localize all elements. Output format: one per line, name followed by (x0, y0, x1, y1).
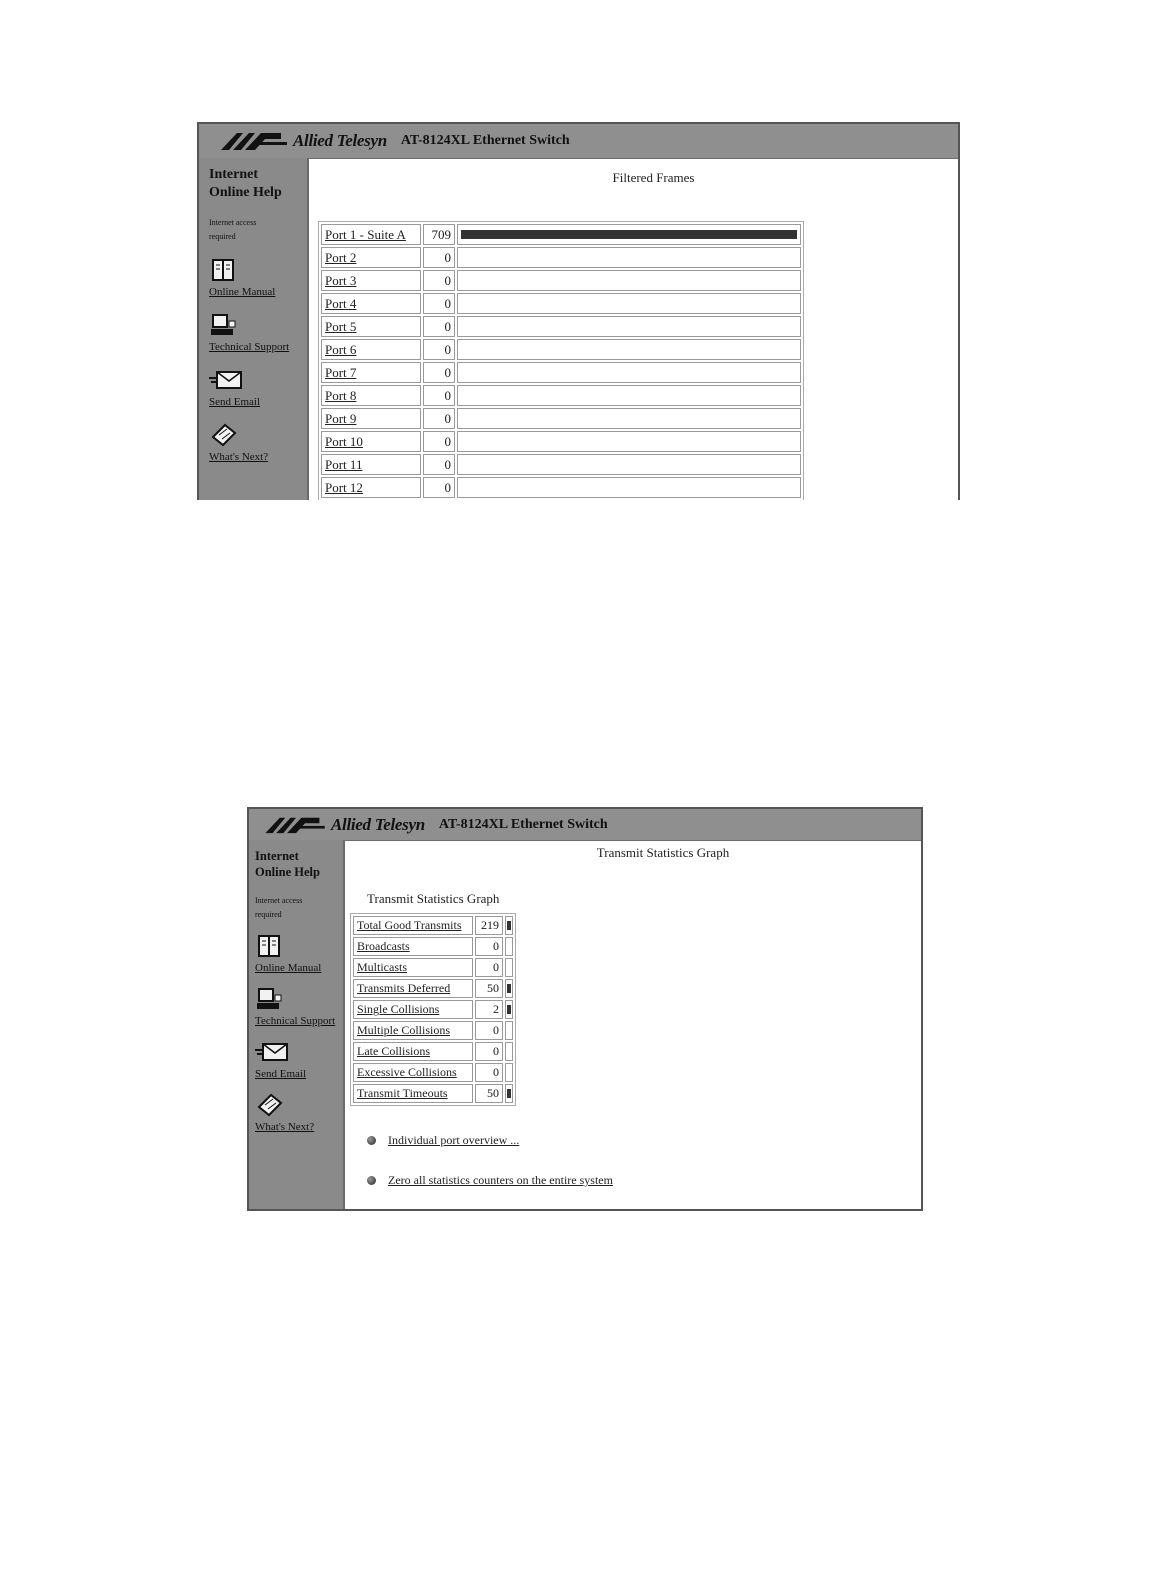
stat-bar (507, 921, 511, 930)
allied-telesyn-logo (265, 814, 608, 836)
sidebar-item-send-email[interactable] (209, 366, 307, 409)
internet-note: Internet access required (255, 896, 303, 919)
table-row (321, 477, 801, 498)
stat-value-cell: 0 (475, 1063, 503, 1082)
bar-cell (457, 247, 801, 268)
stat-value-cell: 0 (475, 1021, 503, 1040)
stat-bar (507, 984, 511, 993)
count-cell: 0 (423, 316, 455, 337)
page-title: Filtered Frames (612, 170, 695, 185)
port-link[interactable]: Port 4 (325, 295, 357, 311)
count-cell: 709 (423, 224, 455, 245)
stat-bar (507, 1068, 511, 1077)
individual-port-overview-link[interactable]: Individual port overview ... (388, 1133, 520, 1147)
stat-name-cell (353, 1021, 473, 1040)
stat-bar (507, 942, 511, 951)
port-cell (321, 293, 421, 314)
product-name: AT-8124XL Ethernet Switch (400, 133, 570, 148)
port-cell (321, 408, 421, 429)
transmit-stats-table (350, 913, 516, 1106)
port-cell (321, 385, 421, 406)
header-banner (249, 809, 921, 841)
allied-telesyn-logo-icon (265, 816, 327, 834)
stat-bar-cell (505, 1000, 513, 1019)
table-row (353, 1021, 513, 1040)
online-manual-link[interactable]: Online Manual (209, 286, 276, 298)
table-row (353, 1000, 513, 1019)
stat-name-cell (353, 979, 473, 998)
stat-link[interactable]: Multiple Collisions (357, 1023, 451, 1037)
stat-bar (507, 1026, 511, 1035)
table-row (353, 937, 513, 956)
help-title-line2: Online Help (255, 865, 320, 879)
stat-link[interactable]: Multicasts (357, 960, 407, 974)
sidebar-item-online-manual[interactable] (255, 932, 343, 975)
stat-link[interactable]: Broadcasts (357, 939, 410, 953)
stat-value-cell: 0 (475, 1042, 503, 1061)
table-row (321, 385, 801, 406)
port-cell (321, 247, 421, 268)
stat-link[interactable]: Transmits Deferred (357, 981, 451, 995)
sidebar-item-technical-support[interactable] (255, 985, 343, 1028)
help-sidebar (199, 158, 309, 500)
count-cell: 0 (423, 431, 455, 452)
sidebar-item-whats-next[interactable] (209, 421, 307, 464)
stat-link[interactable]: Total Good Transmits (357, 918, 462, 932)
port-link[interactable]: Port 10 (325, 433, 363, 449)
zero-counters-item[interactable] (367, 1173, 613, 1188)
sidebar-item-online-manual[interactable] (209, 256, 307, 299)
port-cell (321, 362, 421, 383)
table-row (353, 979, 513, 998)
email-icon (255, 1038, 289, 1066)
bar-cell (457, 316, 801, 337)
port-link[interactable]: Port 2 (325, 249, 357, 265)
count-cell: 0 (423, 408, 455, 429)
table-row (353, 958, 513, 977)
table-row (353, 916, 513, 935)
count-cell: 0 (423, 477, 455, 498)
header-banner (199, 124, 958, 159)
allied-telesyn-logo-icon (221, 131, 289, 151)
count-cell: 0 (423, 362, 455, 383)
table-row (321, 454, 801, 475)
main-content (345, 840, 921, 1209)
whats-next-link[interactable]: What's Next? (255, 1121, 315, 1133)
port-cell (321, 339, 421, 360)
internet-note: Internet access required (209, 218, 257, 241)
stat-value-cell: 0 (475, 958, 503, 977)
stat-bar-cell (505, 979, 513, 998)
table-row (353, 1084, 513, 1103)
brand-name: Allied Telesyn (293, 131, 387, 150)
help-title-line2: Online Help (209, 185, 282, 200)
bar-cell (457, 454, 801, 475)
table-row (321, 316, 801, 337)
port-cell (321, 477, 421, 498)
port-cell (321, 454, 421, 475)
online-manual-link[interactable]: Online Manual (255, 962, 322, 974)
table-row (353, 1063, 513, 1082)
port-link[interactable]: Port 12 (325, 479, 363, 495)
table-row (321, 431, 801, 452)
bar-cell (457, 431, 801, 452)
port-link[interactable]: Port 11 (325, 456, 363, 472)
stat-bar-cell (505, 916, 513, 935)
stat-bar-cell (505, 958, 513, 977)
help-sidebar (249, 840, 345, 1209)
count-cell: 0 (423, 293, 455, 314)
stat-value-cell: 50 (475, 1084, 503, 1103)
table-row (321, 362, 801, 383)
port-link[interactable]: Port 7 (325, 364, 357, 380)
bullet-icon (367, 1136, 376, 1145)
allied-telesyn-logo (221, 130, 570, 152)
port-cell (321, 316, 421, 337)
count-cell: 0 (423, 339, 455, 360)
port-link[interactable]: Port 9 (325, 410, 357, 426)
main-content (309, 158, 958, 500)
send-email-link[interactable]: Send Email (209, 396, 261, 408)
stat-bar-cell (505, 1084, 513, 1103)
stat-value-cell: 2 (475, 1000, 503, 1019)
frame-bar (461, 230, 797, 239)
zero-counters-link[interactable]: Zero all statistics counters on the entire system (388, 1173, 613, 1187)
help-title-line1: Internet (209, 167, 258, 182)
stat-name-cell (353, 1042, 473, 1061)
sidebar-item-technical-support[interactable] (209, 311, 307, 354)
table-row (321, 293, 801, 314)
stat-name-cell (353, 958, 473, 977)
support-icon (209, 311, 239, 339)
port-cell (321, 270, 421, 291)
stat-name-cell (353, 937, 473, 956)
stat-name-cell (353, 1084, 473, 1103)
port-link[interactable]: Port 3 (325, 272, 357, 288)
technical-support-link[interactable]: Technical Support (255, 1015, 336, 1027)
support-icon (255, 985, 285, 1013)
stat-bar (507, 1005, 511, 1014)
count-cell: 0 (423, 247, 455, 268)
bar-cell (457, 477, 801, 498)
product-name: AT-8124XL Ethernet Switch (438, 817, 608, 832)
port-link[interactable]: Port 6 (325, 341, 357, 357)
sidebar-item-send-email[interactable] (255, 1038, 343, 1081)
stat-link[interactable]: Late Collisions (357, 1044, 430, 1058)
count-cell: 0 (423, 270, 455, 291)
bar-cell (457, 293, 801, 314)
stat-bar (507, 1047, 511, 1056)
brand-name: Allied Telesyn (331, 815, 425, 834)
filtered-frames-window (197, 122, 960, 500)
port-cell (321, 431, 421, 452)
stat-bar-cell (505, 1063, 513, 1082)
bar-cell (457, 408, 801, 429)
sidebar-item-whats-next[interactable] (255, 1091, 343, 1134)
page-title: Transmit Statistics Graph (596, 845, 730, 860)
stat-link[interactable]: Transmit Timeouts (357, 1086, 448, 1100)
bar-cell (457, 385, 801, 406)
count-cell: 0 (423, 454, 455, 475)
filtered-frames-table (318, 221, 804, 500)
table-row (353, 1042, 513, 1061)
stat-bar (507, 963, 511, 972)
table-caption: Transmit Statistics Graph (367, 891, 500, 906)
bullet-icon (367, 1176, 376, 1185)
book-icon (255, 932, 283, 960)
port-link[interactable]: Port 1 - Suite A (325, 226, 406, 242)
stat-value-cell: 219 (475, 916, 503, 935)
stat-bar (507, 1089, 511, 1098)
bar-cell (457, 224, 801, 245)
transmit-statistics-window (247, 807, 923, 1211)
book-icon (209, 256, 237, 284)
port-link[interactable]: Port 8 (325, 387, 357, 403)
stat-name-cell (353, 1000, 473, 1019)
table-row (321, 224, 801, 245)
port-cell (321, 224, 421, 245)
stat-value-cell: 0 (475, 937, 503, 956)
stat-link[interactable]: Single Collisions (357, 1002, 440, 1016)
table-row (321, 247, 801, 268)
bar-cell (457, 270, 801, 291)
stat-bar-cell (505, 1021, 513, 1040)
next-icon (209, 421, 239, 449)
send-email-link[interactable]: Send Email (255, 1068, 307, 1080)
technical-support-link[interactable]: Technical Support (209, 341, 290, 353)
table-row (321, 339, 801, 360)
port-link[interactable]: Port 5 (325, 318, 357, 334)
stat-link[interactable]: Excessive Collisions (357, 1065, 457, 1079)
stat-bar-cell (505, 1042, 513, 1061)
stat-name-cell (353, 916, 473, 935)
table-row (321, 408, 801, 429)
email-icon (209, 366, 243, 394)
next-icon (255, 1091, 285, 1119)
stat-name-cell (353, 1063, 473, 1082)
whats-next-link[interactable]: What's Next? (209, 451, 269, 463)
stat-bar-cell (505, 937, 513, 956)
table-row (321, 270, 801, 291)
stat-value-cell: 50 (475, 979, 503, 998)
count-cell: 0 (423, 385, 455, 406)
bar-cell (457, 362, 801, 383)
individual-port-overview-item[interactable] (367, 1133, 519, 1148)
help-title-line1: Internet (255, 849, 299, 863)
bar-cell (457, 339, 801, 360)
